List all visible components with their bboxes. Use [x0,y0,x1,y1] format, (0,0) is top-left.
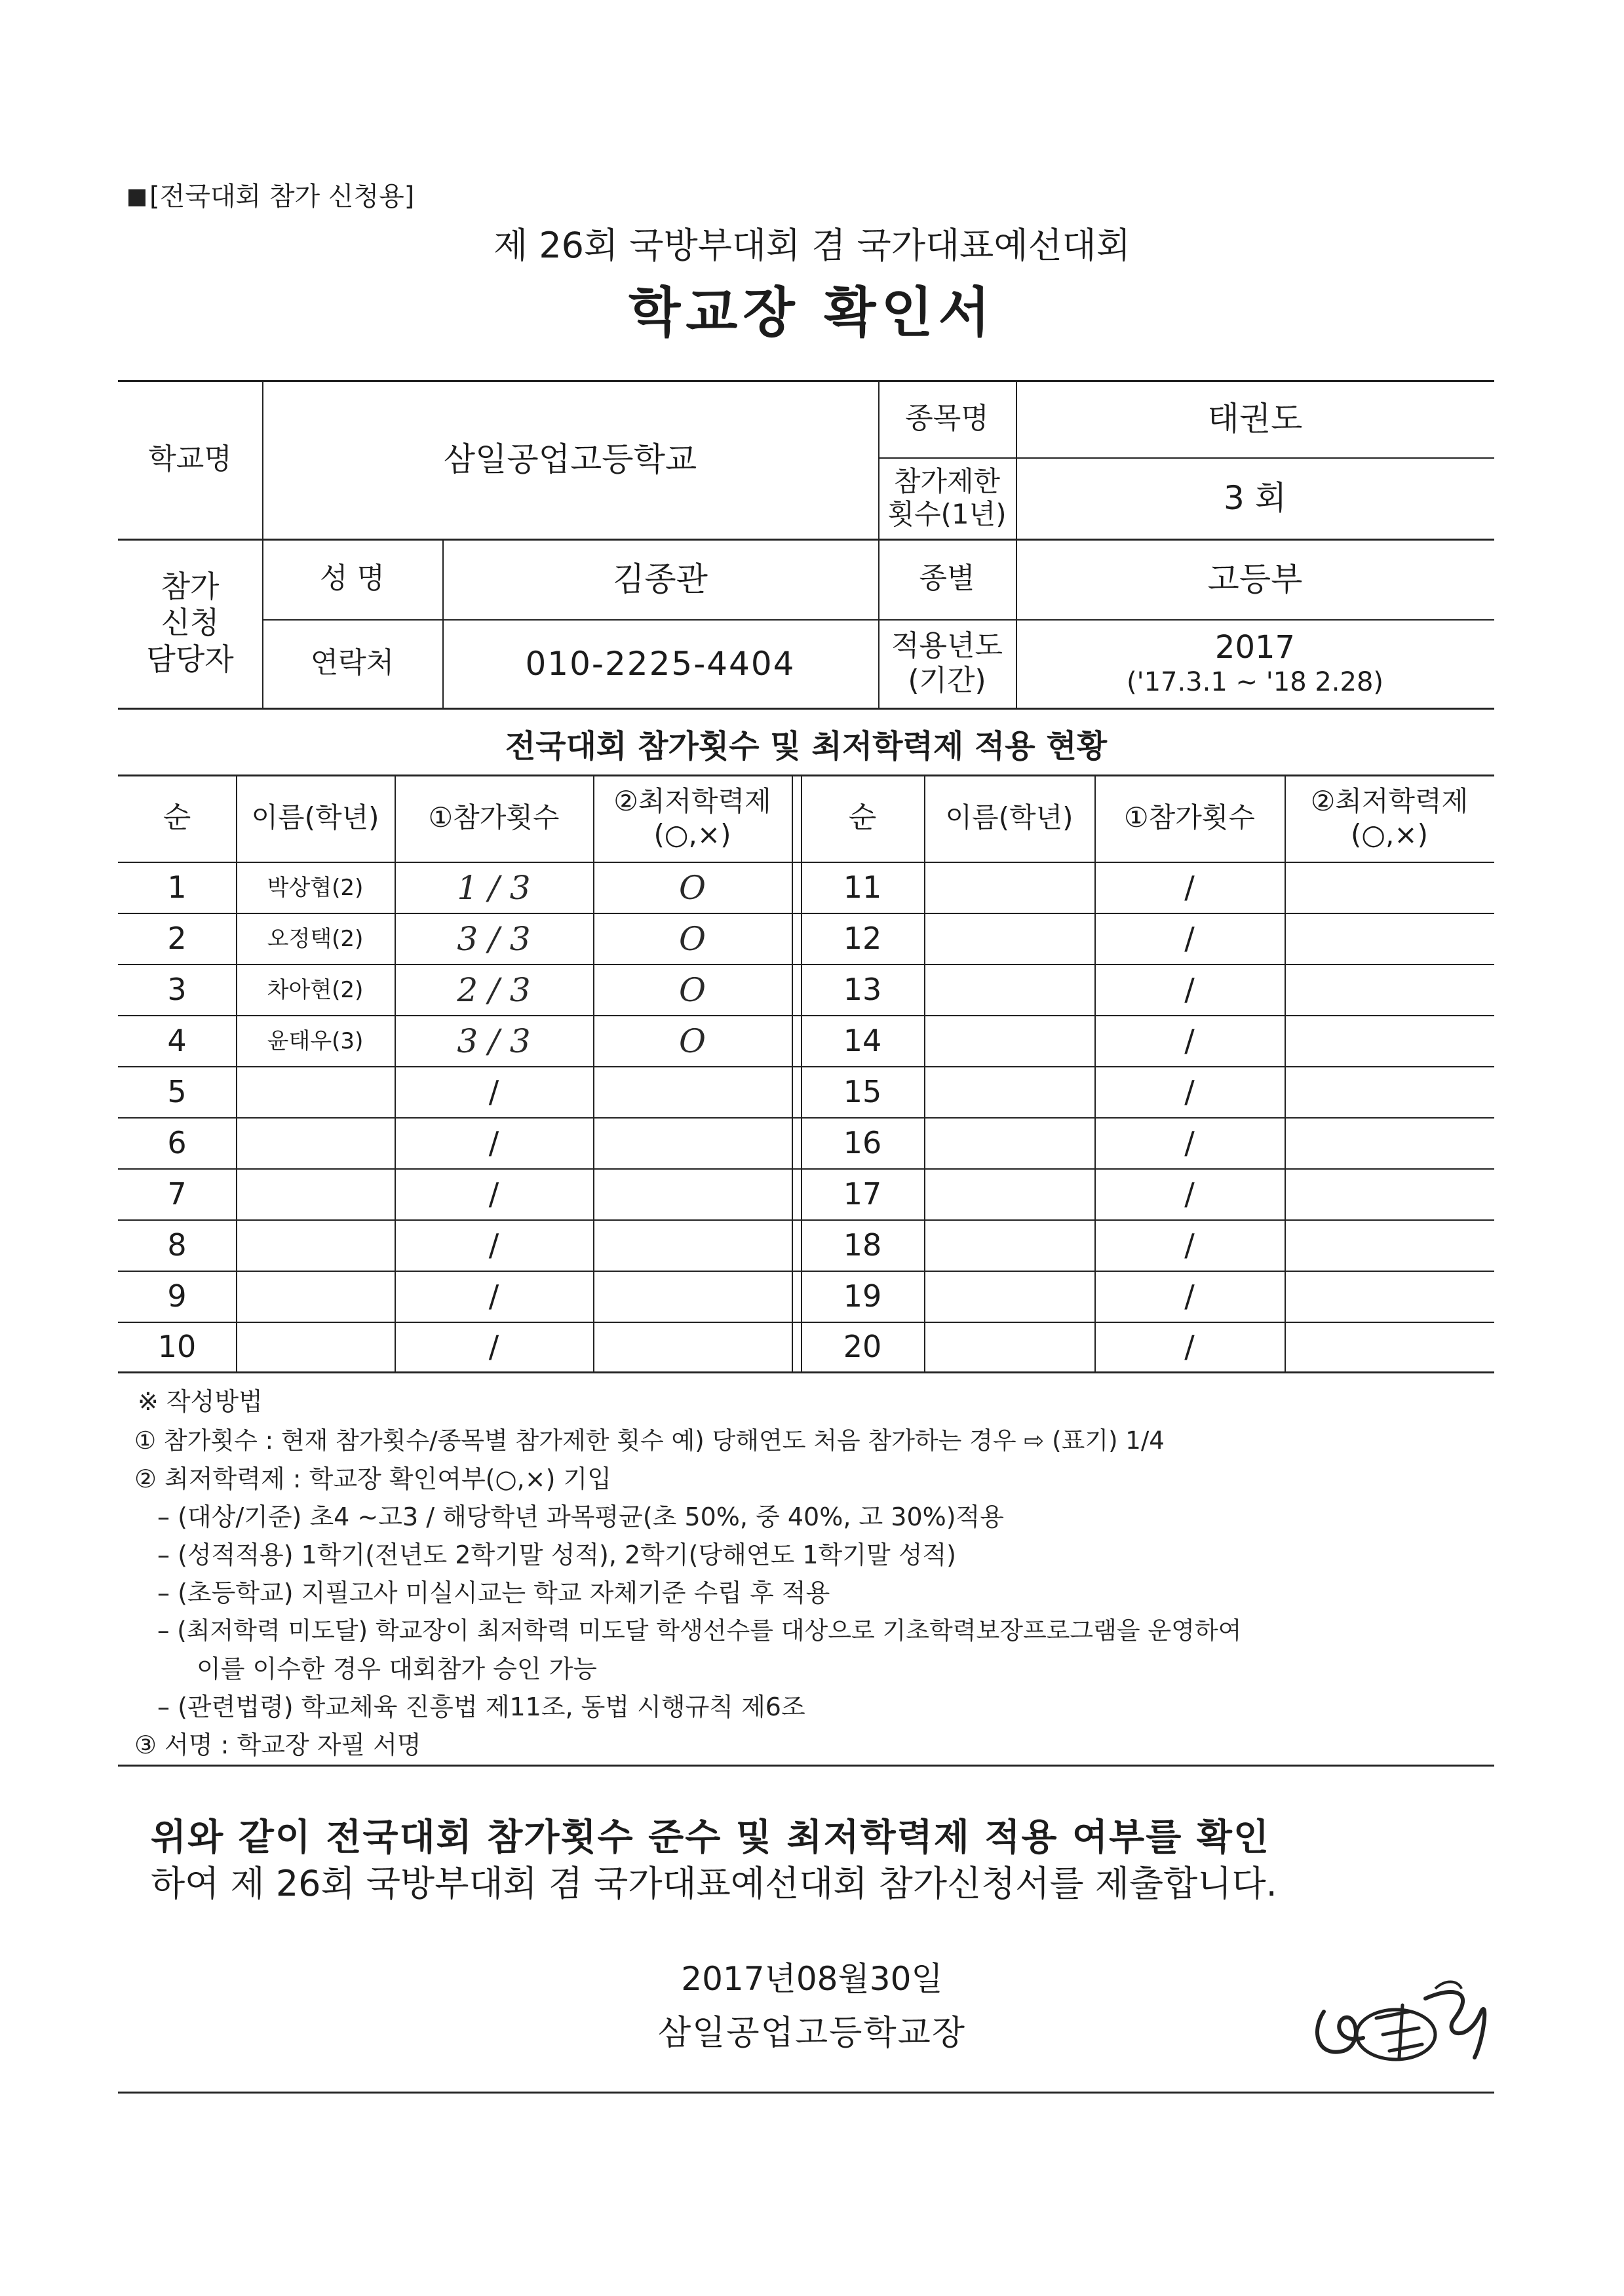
header-min-right-line1: ②최저학력제 [1310,785,1469,818]
row-min [1285,914,1494,964]
limit-label-line1: 참가제한 [893,465,1001,497]
row-name [924,1221,1094,1271]
bottom-divider [118,2092,1494,2094]
row-no: 7 [167,1176,187,1212]
category-tag-text: [전국대회 참가 신청용] [149,182,415,212]
row-no: 14 [843,1023,882,1059]
row-name: 박상협(2) [267,874,364,901]
school-value: 삼일공업고등학교 [443,440,697,478]
note-2d-continued: 이를 이수한 경우 대회참가 승인 가능 [197,1655,598,1683]
row-name [924,1170,1094,1219]
row-no: 19 [843,1278,882,1314]
row-no: 2 [167,921,187,957]
header-count-left: ①참가횟수 [428,801,560,834]
row-count: / [488,1074,499,1110]
row-count: / [488,1329,499,1365]
row-no: 12 [843,921,882,957]
row-count: / [1184,870,1195,906]
row-min: O [679,971,706,1009]
row-no: 11 [843,870,882,906]
limit-label-line2: 횟수(1년) [887,498,1007,530]
division-value: 고등부 [1207,560,1303,598]
row-name [236,1067,395,1117]
name-label: 성 명 [320,562,385,596]
row-name [236,1272,395,1322]
row-min [1285,1016,1494,1066]
row-count: / [488,1176,499,1212]
header-min-left-line2: (○,×) [653,818,731,851]
document-date: 2017년08월30일 [681,1960,943,1998]
row-min [1285,1170,1494,1219]
note-2b: – (성적적용) 1학기(전년도 2학기말 성적), 2학기(당해연도 1학기말 성적) [157,1540,956,1569]
note-2d: – (최저학력 미도달) 학교장이 최저학력 미도달 학생선수를 대상으로 기초학력보장프로그램을 운영하여 [157,1617,1242,1645]
row-no: 4 [167,1023,187,1059]
row-min: O [679,869,706,907]
notes-title: ※ 작성방법 [138,1387,263,1416]
note-2a: – (대상/기준) 초4 ~고3 / 해당학년 과목평균(초 50%, 중 40%, 고 30%)적용 [157,1502,1004,1531]
row-name [924,863,1094,913]
row-count: / [1184,1278,1195,1314]
row-name: 오정택(2) [267,925,364,952]
header-min-right [1285,775,1494,862]
confirmation-line2: 하여 제 26회 국방부대회 겸 국가대표예선대회 참가신청서를 제출합니다. [151,1863,1277,1904]
row-count: 3 / 3 [457,1022,531,1060]
row-count: / [1184,1176,1195,1212]
row-min [593,1067,792,1117]
year-label-line2: (기간) [908,663,986,697]
document-title: 학교장 확인서 [628,282,996,344]
row-no: 13 [843,972,882,1008]
row-count: / [1184,1125,1195,1161]
row-name [924,1272,1094,1322]
row-no: 8 [167,1227,187,1263]
row-count: / [1184,1074,1195,1110]
row-no: 5 [167,1074,187,1110]
row-count: / [1184,921,1195,957]
name-value: 김종관 [613,560,708,598]
header-no-right: 순 [848,801,877,835]
row-no: 3 [167,972,187,1008]
category-tag [128,176,414,213]
header-min-left-line1: ②최저학력제 [613,785,771,818]
note-3: ③ 서명 : 학교장 자필 서명 [134,1731,421,1759]
year-label-line1: 적용년도 [891,628,1003,662]
division-label: 종별 [919,562,975,596]
header-name-right: 이름(학년) [945,801,1073,834]
row-min [1285,1221,1494,1271]
row-min [593,1221,792,1271]
header-min-left [593,775,792,862]
row-name [924,914,1094,964]
notes-divider [118,1765,1494,1767]
note-2c: – (초등학교) 지필고사 미실시교는 학교 자체기준 수립 후 적용 [157,1578,830,1607]
row-name [924,1119,1094,1168]
row-min [1285,1272,1494,1322]
row-name [924,1016,1094,1066]
row-count: / [1184,972,1195,1008]
row-min [593,1272,792,1322]
row-count: / [488,1227,499,1263]
section-title: 전국대회 참가횟수 및 최저학력제 적용 현황 [505,728,1108,765]
year-value [1016,619,1494,708]
person-label-line1: 참가 [161,569,220,605]
sport-label: 종목명 [905,401,989,435]
row-min [1285,863,1494,913]
header-min-right-line2: (○,×) [1351,818,1428,851]
row-no: 20 [843,1329,882,1365]
row-name [236,1119,395,1168]
year-value-period: ('17.3.1 ~ '18 2.28) [1126,667,1384,698]
row-count: / [488,1125,499,1161]
row-count: / [1184,1329,1195,1365]
row-no: 17 [843,1176,882,1212]
note-1: ① 참가횟수 : 현재 참가횟수/종목별 참가제한 횟수 예) 당해연도 처음 참가하는 경우 ⇨ (표기) 1/4 [134,1426,1165,1455]
sport-value: 태권도 [1207,400,1303,438]
row-no: 16 [843,1125,882,1161]
row-no: 9 [167,1278,187,1314]
row-count: / [1184,1023,1195,1059]
event-title: 제 26회 국방부대회 겸 국가대표예선대회 [493,225,1131,266]
row-min [593,1323,792,1371]
row-no: 18 [843,1227,882,1263]
year-label [878,619,1016,708]
row-name: 윤태우(3) [267,1027,364,1054]
person-label [118,539,262,708]
person-label-line2: 신청 [161,605,220,641]
row-name [924,1067,1094,1117]
note-2: ② 최저학력제 : 학교장 확인여부(○,×) 기입 [134,1464,611,1493]
row-count: 3 / 3 [457,920,531,958]
row-name [236,1221,395,1271]
row-count: / [1184,1227,1195,1263]
contact-value: 010-2225-4404 [525,644,796,683]
principal-name: 삼일공업고등학교장 [657,2014,967,2053]
row-name [924,1323,1094,1371]
row-count: 2 / 3 [457,971,531,1009]
header-count-right: ①참가횟수 [1124,801,1255,834]
row-no: 1 [167,870,187,906]
row-min [1285,1067,1494,1117]
row-min [1285,965,1494,1015]
row-name [236,1323,395,1371]
row-count: 1 / 3 [457,869,531,907]
school-label: 학교명 [148,442,232,476]
contact-label: 연락처 [310,646,395,680]
confirmation-line1: 위와 같이 전국대회 참가횟수 준수 및 최저학력제 적용 여부를 확인 [151,1816,1271,1859]
square-bullet-icon [128,189,145,206]
row-name [924,965,1094,1015]
row-min: O [679,920,706,958]
limit-value: 3 회 [1223,479,1286,517]
person-label-line3: 담당자 [146,641,234,677]
row-min [593,1170,792,1219]
row-no: 10 [157,1329,197,1365]
header-name-left: 이름(학년) [251,801,379,834]
row-min [593,1119,792,1168]
row-name: 차아현(2) [267,976,364,1003]
row-no: 6 [167,1125,187,1161]
header-no-left: 순 [163,801,191,835]
row-no: 15 [843,1074,882,1110]
row-min: O [679,1022,706,1060]
row-count: / [488,1278,499,1314]
year-value-year: 2017 [1214,628,1296,666]
row-name [236,1170,395,1219]
row-min [1285,1119,1494,1168]
row-min [1285,1323,1494,1371]
limit-label [878,457,1016,539]
principal-signature [1304,1972,1501,2071]
note-2e: – (관련법령) 학교체육 진흥법 제11조, 동법 시행규칙 제6조 [157,1693,805,1721]
